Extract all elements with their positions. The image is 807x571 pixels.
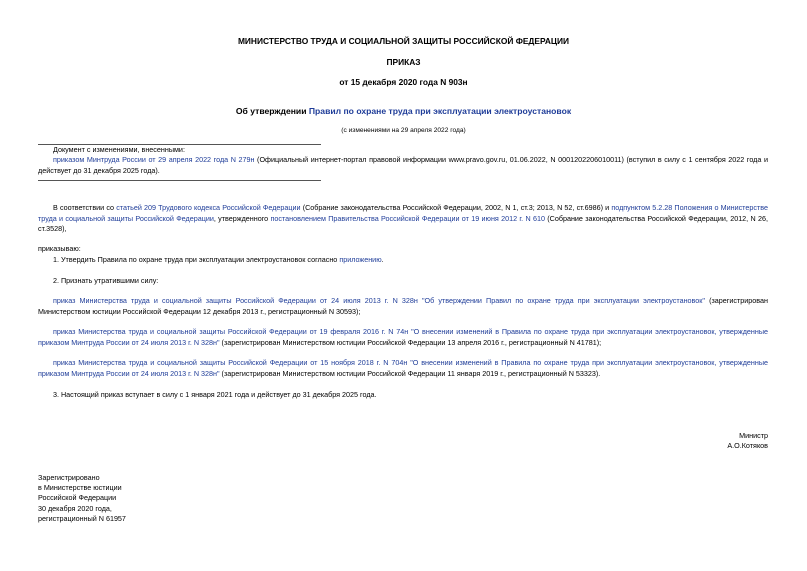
repealed-order-2-text: (зарегистрирован Министерством юстиции Российской Федерации 13 апреля 2016 г., регистрационный N 41781); <box>219 337 602 347</box>
government-decree-link[interactable]: постановлением Правительства Российской Федерации от 19 июня 2012 г. N 610 <box>270 213 545 223</box>
repealed-order-3-text: (зарегистрирован Министерством юстиции Российской Федерации 11 января 2019 г., регистрационный N 53323). <box>219 368 601 378</box>
item-2: 2. Признать утратившими силу: <box>53 276 159 285</box>
preamble-text-3: , утвержденного <box>213 213 271 223</box>
order-word: приказываю: <box>38 244 81 253</box>
registration-line: Российской Федерации <box>38 493 117 502</box>
appendix-link[interactable]: приложению <box>339 255 382 264</box>
doc-title-prefix: Об утверждении <box>235 106 309 116</box>
item-3: 3. Настоящий приказ вступает в силу с 1 января 2021 года и действует до 31 декабря 2025 года. <box>53 390 377 399</box>
preamble-text-1: В соответствии со <box>53 203 117 212</box>
registration-line: в Министерстве юстиции <box>38 483 122 492</box>
doc-title-link[interactable]: Правил по охране труда при эксплуатации электроустановок <box>308 106 572 116</box>
amendments-note: (с изменениями на 29 апреля 2022 года) <box>341 127 466 134</box>
changes-details: (Официальный интернет-портал правовой информации www.pravo.gov.ru, 01.06.2022, N 0001202206010011) (вступил в силу с 1 сентября 2022 года и действует до 31 декабря 2025 года). <box>38 155 768 175</box>
registration-line: Зарегистрировано <box>38 473 100 482</box>
preamble <box>38 203 768 235</box>
signature-name: А.О.Котяков <box>727 441 768 450</box>
preamble-text-4: (Собрание законодательства Российской Федерации, 2012, N 26, ст.3528), <box>38 213 768 234</box>
repealed-order-1-text: (зарегистрирован Министерством юстиции Российской Федерации 12 декабря 2013 г., регистрационный N 30593); <box>38 296 768 316</box>
registration-line: регистрационный N 61957 <box>38 514 126 523</box>
labor-code-link[interactable]: статьей 209 Трудового кодекса Российской Федерации <box>116 203 301 212</box>
repealed-order-2 <box>38 327 768 348</box>
registration-line: 30 декабря 2020 года, <box>38 504 112 513</box>
changes-link[interactable]: приказом Минтруда России от 29 апреля 2022 года N 279н <box>53 155 255 164</box>
doc-type: ПРИКАЗ <box>386 57 421 67</box>
repealed-order-2-link[interactable]: приказ Министерства труда и социальной защиты Российской Федерации от 19 февраля 2016 г. N 74н "О внесении изменений в Правила по охране труда при эксплуатации электроустановок, утвержденные приказом Минтруда России от 24 июля 2013 г. N 328н" <box>38 327 768 347</box>
ministry-name: МИНИСТЕРСТВО ТРУДА И СОЦИАЛЬНОЙ ЗАЩИТЫ РОССИЙСКОЙ ФЕДЕРАЦИИ <box>237 36 570 46</box>
item-1 <box>53 255 768 266</box>
repealed-order-3 <box>38 358 768 379</box>
preamble-text-2: (Собрание законодательства Российской Федерации, 2002, N 1, ст.3; 2013, N 52, ст.6986) и <box>300 203 612 212</box>
changes-text <box>38 155 768 176</box>
regulation-link[interactable]: подпунктом 5.2.28 Положения о Министерстве труда и социальной защиты Российской Федерации <box>38 203 769 223</box>
signature-position: Министр <box>739 431 768 440</box>
changes-bottom-rule <box>38 180 321 181</box>
item-1-end: . <box>381 255 384 264</box>
changes-heading: Документ с изменениями, внесенными: <box>53 145 185 154</box>
repealed-order-3-link[interactable]: приказ Министерства труда и социальной защиты Российской Федерации от 15 ноября 2018 г. N 704н "О внесении изменений в Правила по охране труда при эксплуатации электроустановок, утвержденные приказом Минтруда России от 24 июля 2013 г. N 328н" <box>38 358 768 378</box>
repealed-order-1 <box>38 296 768 317</box>
repealed-order-1-link[interactable]: приказ Министерства труда и социальной защиты Российской Федерации от 24 июля 2013 г. N 328н "Об утверждении Правил по охране труда при эксплуатации электроустановок" <box>53 296 705 305</box>
doc-title <box>0 106 807 116</box>
item-1-text: 1. Утвердить Правила по охране труда при эксплуатации электроустановок согласно <box>53 255 340 264</box>
doc-date-number: от 15 декабря 2020 года N 903н <box>339 77 468 87</box>
